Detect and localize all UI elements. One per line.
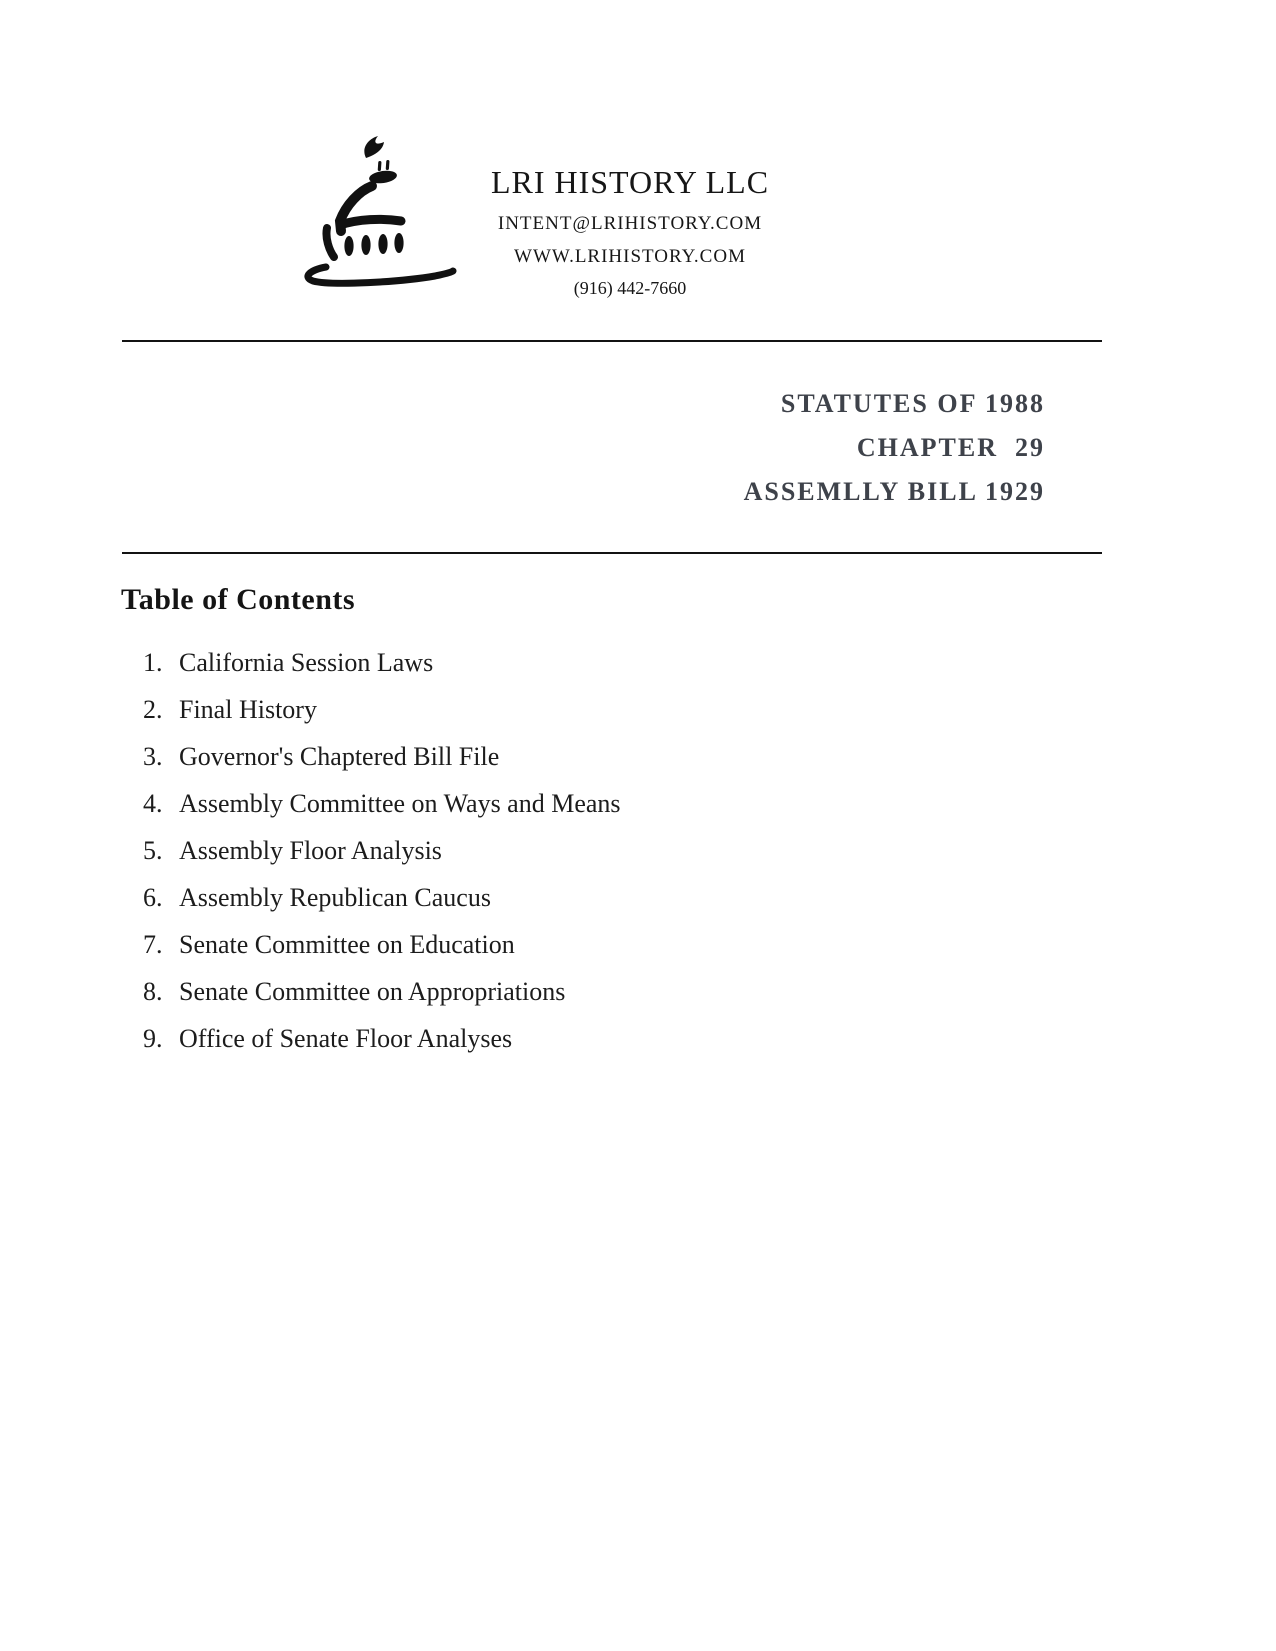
toc-item (143, 978, 621, 1005)
toc-item-label: California Session Laws (179, 648, 434, 677)
toc-item (143, 696, 621, 723)
assembly-bill-line: ASSEMLLY BILL 1929 (743, 477, 1045, 506)
toc-item-number: 5. (143, 836, 163, 865)
letterhead (430, 163, 830, 299)
toc-item-label: Governor's Chaptered Bill File (179, 742, 500, 771)
toc-list (143, 649, 621, 1072)
toc-item (143, 931, 621, 958)
toc-item-number: 8. (143, 977, 163, 1006)
phone-number: (916) 442-7660 (573, 278, 687, 298)
toc-item-label: Assembly Republican Caucus (179, 883, 491, 912)
toc-item (143, 649, 621, 676)
divider-top (122, 340, 1102, 342)
toc-item (143, 790, 621, 817)
statutes-line: STATUTES OF 1988 (780, 389, 1045, 418)
toc-title: Table of Contents (121, 583, 356, 616)
toc-item (143, 1025, 621, 1052)
bill-heading (744, 382, 1045, 514)
divider-bottom (122, 552, 1102, 554)
toc-item (143, 743, 621, 770)
email-address: INTENT@LRIHISTORY.COM (497, 213, 763, 234)
toc-item-number: 7. (143, 930, 163, 959)
toc-item-number: 9. (143, 1024, 163, 1053)
website-url: WWW.LRIHISTORY.COM (514, 246, 746, 267)
toc-item-number: 3. (143, 742, 163, 771)
toc-item-label: Assembly Committee on Ways and Means (179, 789, 621, 818)
toc-item-label: Assembly Floor Analysis (179, 836, 442, 865)
toc-item-label: Office of Senate Floor Analyses (179, 1024, 513, 1053)
chapter-line: CHAPTER 29 (856, 433, 1045, 462)
toc-item-number: 2. (143, 695, 163, 724)
toc-item-number: 1. (143, 648, 163, 677)
toc-item-label: Final History (179, 695, 317, 724)
toc-item-label: Senate Committee on Education (179, 930, 515, 959)
company-name: LRI HISTORY LLC (490, 164, 770, 200)
toc-item-number: 4. (143, 789, 163, 818)
toc-item (143, 837, 621, 864)
toc-item (143, 884, 621, 911)
toc-item-number: 6. (143, 883, 163, 912)
toc-item-label: Senate Committee on Appropriations (179, 977, 566, 1006)
